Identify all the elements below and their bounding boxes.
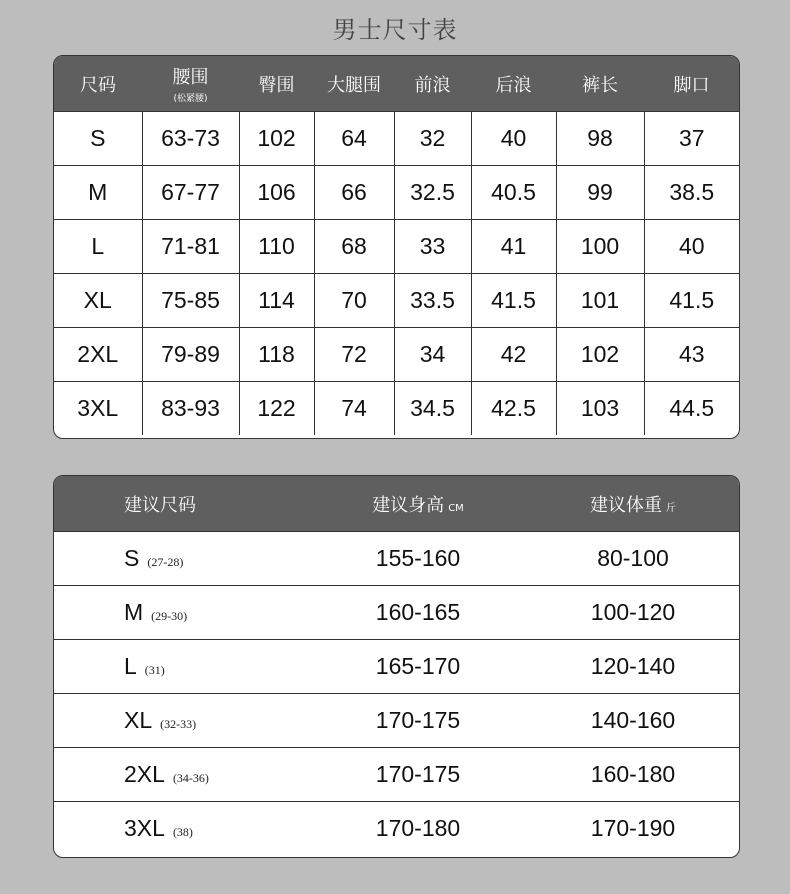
measurement-cell: 41 [471, 220, 556, 274]
rec-weight-cell: 140-160 [527, 694, 739, 748]
table-row [54, 274, 739, 328]
measurement-cell: 122 [239, 382, 314, 436]
recommendation-table [53, 475, 740, 858]
measurement-cell: 40 [644, 220, 739, 274]
table-row [54, 112, 739, 166]
measurement-cell: 100 [556, 220, 644, 274]
measurement-cell: 32.5 [394, 166, 471, 220]
rec-height-cell: 170-175 [309, 748, 527, 802]
header-rec-weight: 建议体重 斤 [527, 476, 739, 532]
measurement-cell: 64 [314, 112, 394, 166]
size-chart-table [53, 55, 740, 439]
header-thigh: 大腿围 [314, 56, 394, 112]
measurement-cell: 44.5 [644, 382, 739, 436]
rec-weight-cell: 170-190 [527, 802, 739, 856]
measurement-cell: 106 [239, 166, 314, 220]
rec-size-label: L [124, 653, 137, 679]
rec-height-cell: 155-160 [309, 532, 527, 586]
rec-weight-cell: 80-100 [527, 532, 739, 586]
rec-size-label: 2XL [124, 761, 165, 787]
table-row [54, 220, 739, 274]
rec-size-range: (38) [172, 825, 193, 839]
header-size: 尺码 [54, 56, 142, 112]
table-row [54, 586, 739, 640]
measurement-cell: 74 [314, 382, 394, 436]
size-label-cell: 2XL [54, 328, 142, 382]
measurement-cell: 41.5 [471, 274, 556, 328]
header-hem: 脚口 [644, 56, 739, 112]
measurement-cell: 42.5 [471, 382, 556, 436]
rec-size-range: (32-33) [160, 717, 197, 731]
header-waist-note: (松紧腰) [173, 94, 208, 104]
measurement-cell: 71-81 [142, 220, 239, 274]
measurement-cell: 63-73 [142, 112, 239, 166]
size-label-cell: L [54, 220, 142, 274]
table-row [54, 166, 739, 220]
table-row [54, 328, 739, 382]
table-row [54, 640, 739, 694]
measurement-cell: 79-89 [142, 328, 239, 382]
measurement-cell: 110 [239, 220, 314, 274]
measurement-cell: 33.5 [394, 274, 471, 328]
size-chart-header-row [54, 56, 739, 112]
header-rec-height: 建议身高 CM [309, 476, 527, 532]
measurement-cell: 42 [471, 328, 556, 382]
rec-size-label: XL [124, 707, 153, 733]
rec-weight-cell: 160-180 [527, 748, 739, 802]
table-row [54, 748, 739, 802]
header-waist: 腰围 (松紧腰) [142, 56, 239, 112]
measurement-cell: 72 [314, 328, 394, 382]
rec-height-cell: 170-180 [309, 802, 527, 856]
rec-weight-cell: 100-120 [527, 586, 739, 640]
measurement-cell: 34.5 [394, 382, 471, 436]
measurement-cell: 98 [556, 112, 644, 166]
measurement-cell: 99 [556, 166, 644, 220]
measurement-cell: 41.5 [644, 274, 739, 328]
rec-size-range: (34-36) [172, 771, 209, 785]
header-rec-size: 建议尺码 [54, 476, 309, 532]
measurement-cell: 68 [314, 220, 394, 274]
rec-height-cell: 160-165 [309, 586, 527, 640]
size-label-cell: S [54, 112, 142, 166]
table-row [54, 694, 739, 748]
rec-height-cell: 165-170 [309, 640, 527, 694]
rec-size-label: M [124, 599, 144, 625]
rec-size-cell [54, 532, 309, 586]
rec-weight-cell: 120-140 [527, 640, 739, 694]
measurement-cell: 34 [394, 328, 471, 382]
measurement-cell: 33 [394, 220, 471, 274]
measurement-cell: 43 [644, 328, 739, 382]
measurement-cell: 75-85 [142, 274, 239, 328]
page-title: 男士尺寸表 [332, 16, 458, 44]
measurement-cell: 38.5 [644, 166, 739, 220]
measurement-cell: 101 [556, 274, 644, 328]
weight-unit: 斤 [666, 502, 676, 514]
header-front-rise: 前浪 [394, 56, 471, 112]
rec-size-cell [54, 748, 309, 802]
measurement-cell: 114 [239, 274, 314, 328]
header-length: 裤长 [556, 56, 644, 112]
size-label-cell: M [54, 166, 142, 220]
measurement-cell: 83-93 [142, 382, 239, 436]
rec-height-cell: 170-175 [309, 694, 527, 748]
measurement-cell: 40.5 [471, 166, 556, 220]
measurement-cell: 40 [471, 112, 556, 166]
measurement-cell: 102 [556, 328, 644, 382]
measurement-cell: 66 [314, 166, 394, 220]
table-row [54, 382, 739, 436]
rec-size-cell [54, 640, 309, 694]
rec-size-label: 3XL [124, 815, 165, 841]
size-label-cell: 3XL [54, 382, 142, 436]
rec-size-cell [54, 802, 309, 856]
rec-size-range: (29-30) [151, 609, 188, 623]
header-hip: 臀围 [239, 56, 314, 112]
header-back-rise: 后浪 [471, 56, 556, 112]
rec-size-cell [54, 694, 309, 748]
table-row [54, 802, 739, 856]
measurement-cell: 70 [314, 274, 394, 328]
measurement-cell: 102 [239, 112, 314, 166]
rec-size-range: (27-28) [147, 555, 184, 569]
rec-size-cell [54, 586, 309, 640]
measurement-cell: 37 [644, 112, 739, 166]
recommendation-header-row [54, 476, 739, 532]
height-unit: CM [448, 502, 464, 514]
size-label-cell: XL [54, 274, 142, 328]
measurement-cell: 118 [239, 328, 314, 382]
measurement-cell: 103 [556, 382, 644, 436]
rec-size-label: S [124, 545, 140, 571]
measurement-cell: 32 [394, 112, 471, 166]
rec-size-range: (31) [144, 663, 165, 677]
table-row [54, 532, 739, 586]
measurement-cell: 67-77 [142, 166, 239, 220]
